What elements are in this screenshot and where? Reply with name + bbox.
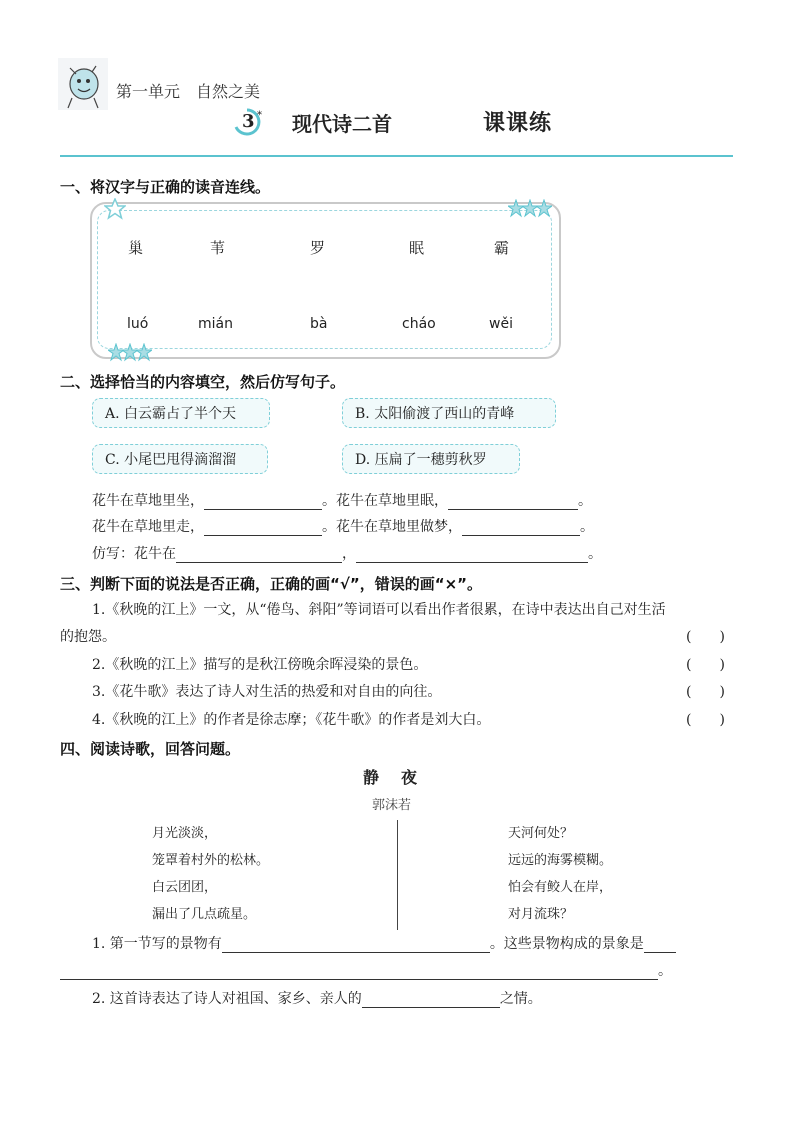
poem-divider — [397, 820, 398, 930]
answer-blank[interactable] — [222, 936, 490, 953]
judge-item-2: 2.《秋晚的江上》描写的是秋江傍晚余晖浸染的景色。 — [92, 657, 428, 673]
answer-parentheses[interactable]: ( ) — [686, 712, 725, 728]
answer-blank[interactable] — [356, 546, 588, 563]
poem-left-line-2: 笼罩着村外的松林。 — [152, 853, 270, 868]
character-2: 苇 — [210, 239, 226, 257]
pinyin-5: wěi — [489, 316, 513, 332]
section2-title: 二、选择恰当的内容填空，然后仿写句子。 — [60, 371, 345, 392]
judge-item-4: 4.《秋晚的江上》的作者是徐志摩；《花牛歌》的作者是刘大白。 — [92, 712, 491, 728]
pinyin-1: luó — [127, 316, 149, 332]
section1-title: 一、将汉字与正确的读音连线。 — [60, 176, 270, 197]
header-divider — [60, 155, 733, 157]
pinyin-4: cháo — [402, 316, 436, 332]
answer-blank[interactable] — [448, 493, 578, 510]
pinyin-3: bà — [310, 316, 328, 332]
character-4: 眠 — [409, 239, 425, 257]
answer-blank[interactable] — [176, 546, 342, 563]
answer-blank[interactable] — [462, 519, 580, 536]
answer-parentheses[interactable]: ( ) — [686, 657, 725, 673]
option-c: C. 小尾巴甩得滴溜溜 — [92, 444, 268, 474]
lesson-number-badge — [233, 108, 261, 136]
judge-item-3: 3.《花牛歌》表达了诗人对生活的热爱和对自由的向往。 — [92, 684, 442, 700]
imitate-line: 仿写：花牛在 ， 。 — [92, 546, 602, 562]
practice-label: 课课练 — [483, 110, 553, 136]
option-a: A. 白云霸占了半个天 — [92, 398, 270, 428]
poem-right-line-1: 天河何处？ — [508, 826, 574, 841]
poem-right-line-3: 怕会有鲛人在岸， — [508, 880, 613, 895]
poem-left-line-3: 白云团团， — [152, 880, 218, 895]
poem-title: 静夜 — [363, 768, 440, 787]
character-5: 霸 — [494, 239, 510, 257]
character-3: 罗 — [310, 239, 326, 257]
unit-label: 第一单元 自然之美 — [116, 82, 261, 101]
lesson-number: 3 — [242, 111, 255, 132]
mascot-illustration — [58, 58, 108, 110]
answer-parentheses[interactable]: ( ) — [686, 629, 725, 645]
question-1-cont: 。 — [60, 960, 672, 980]
stars-icon — [108, 343, 152, 363]
answer-blank[interactable] — [362, 991, 500, 1008]
section4-title: 四、阅读诗歌，回答问题。 — [60, 740, 241, 758]
fill-line-2: 花牛在草地里走， 。花牛在草地里做梦， 。 — [92, 519, 594, 535]
question-2: 2. 这首诗表达了诗人对祖国、家乡、亲人的 之情。 — [92, 991, 542, 1007]
option-d: D. 压扁了一穗剪秋罗 — [342, 444, 520, 474]
character-1: 巢 — [128, 239, 144, 257]
option-b: B. 太阳偷渡了西山的青峰 — [342, 398, 556, 428]
answer-parentheses[interactable]: ( ) — [686, 684, 725, 700]
answer-blank[interactable] — [204, 519, 322, 536]
star-icon — [104, 198, 126, 220]
lesson-title: 现代诗二首 — [292, 112, 392, 136]
answer-blank[interactable] — [60, 963, 658, 980]
stars-icon — [508, 199, 552, 219]
answer-blank[interactable] — [204, 493, 322, 510]
poem-right-line-2: 远远的海雾模糊。 — [508, 853, 613, 868]
poem-left-line-4: 漏出了几点疏星。 — [152, 907, 257, 922]
pinyin-2: mián — [198, 316, 233, 332]
answer-blank[interactable] — [644, 936, 676, 953]
judge-item-1-cont: 的抱怨。 — [60, 629, 116, 645]
poem-right-line-4: 对月流珠？ — [508, 907, 574, 922]
fill-line-1: 花牛在草地里坐， 。花牛在草地里眠， 。 — [92, 493, 592, 509]
poem-left-line-1: 月光淡淡， — [152, 826, 218, 841]
section3-title: 三、判断下面的说法是否正确，正确的画“√”，错误的画“×”。 — [60, 573, 482, 594]
lesson-mark: * — [257, 110, 262, 121]
judge-item-1: 1.《秋晚的江上》一文，从“倦鸟、斜阳”等词语可以看出作者很累，在诗中表达出自己对生活 — [92, 602, 666, 618]
poem-author: 郭沫若 — [372, 798, 412, 813]
question-1: 1. 第一节写的景物有 。这些景物构成的景象是 — [92, 933, 676, 953]
